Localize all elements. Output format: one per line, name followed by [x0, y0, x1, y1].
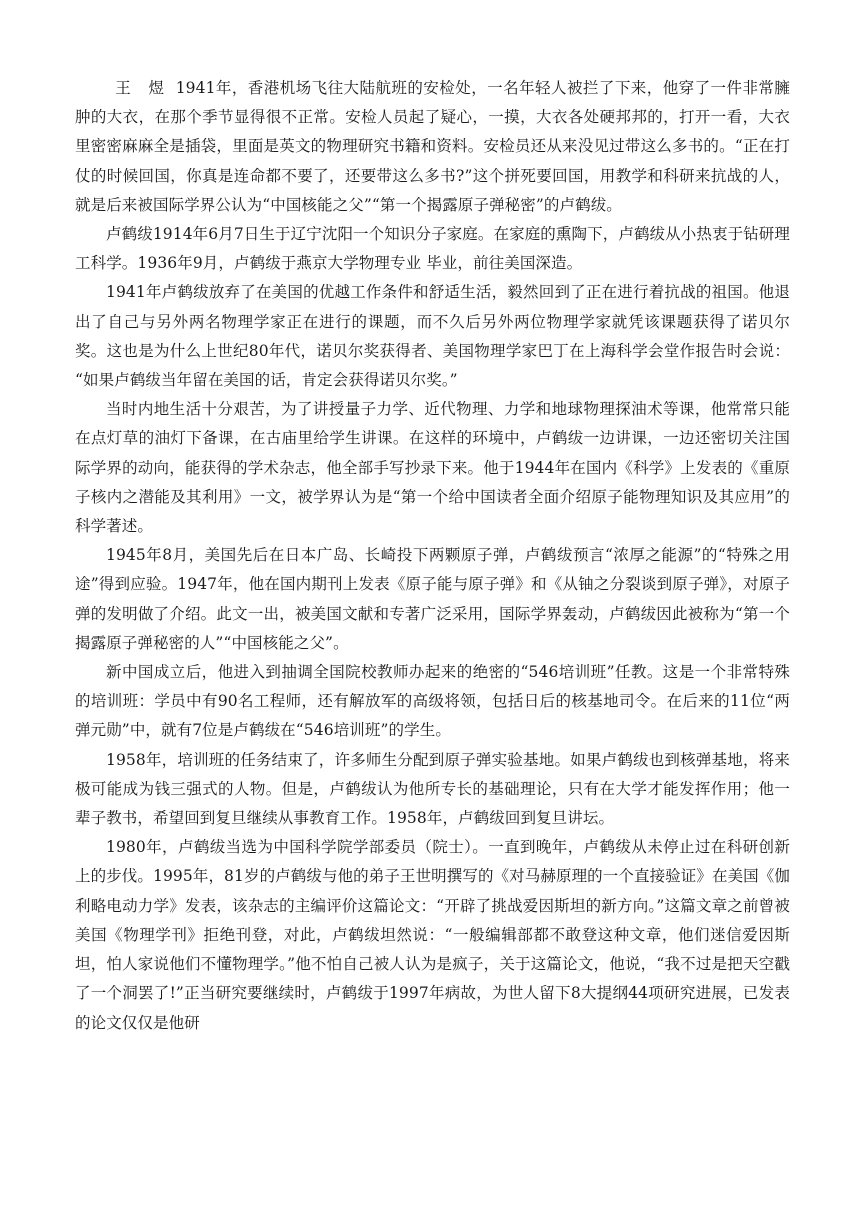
- paragraph-6: 新中国成立后，他进入到抽调全国院校教师办起来的绝密的“546培训班”任教。这是一个非常特殊的培训班：学员中有90名工程师，还有解放军的高级将领，包括日后的核基地司令。在后来的11位“两弹元勋”中，就有7位是卢鹤绂在“546培训班”的学生。: [75, 663, 790, 740]
- paragraph-3: 1941年卢鹤绂放弃了在美国的优越工作条件和舒适生活，毅然回到了正在进行着抗战的祖国。他退出了自己与另外两名物理学家正在进行的课题，而不久后另外两位物理学家就凭该课题获得了诺贝尔奖。这也是为什么上世纪80年代，诺贝尔奖获得者、美国物理学家巴丁在上海科学会堂作报告时会说： “如果卢鹤绂当年留在美国的话，肯定会获得诺贝尔奖。”: [75, 283, 790, 390]
- paragraph-4: 当时内地生活十分艰苦，为了讲授量子力学、近代物理、力学和地球物理探油术等课，他常常只能在点灯草的油灯下备课，在古庙里给学生讲课。在这样的环境中，卢鹤绂一边讲课，一边还密切关注国际学界的动向，能获得的学术杂志，他全部手写抄录下来。他于1944年在国内《科学》上发表的《重原子核内之潜能及其利用》一文，被学界认为是“第一个给中国读者全面介绍原子能物理知识及其应用”的科学著述。: [75, 400, 790, 536]
- paragraph-8: 1980年，卢鹤绂当选为中国科学院学部委员（院士）。一直到晚年，卢鹤绂从未停止过在科研创新上的步伐。1995年，81岁的卢鹤绂与他的弟子王世明撰写的《对马赫原理的一个直接验证》在美国《伽利略电动力学》发表，该杂志的主编评价这篇论文：“开辟了挑战爱因斯坦的新方向。”这篇文章之前曾被美国《物理学刊》拒绝刊登，对此，卢鹤绂坦然说：“一般编辑部都不敢登这种文章，他们迷信爱因斯坦，怕人家说他们不懂物理学。”他不怕自己被人认为是疯子，关于这篇论文，他说，“我不过是把天空戳了一个洞罢了!”正当研究要继续时，卢鹤绂于1997年病故，为世人留下8大提纲44项研究进展，已发表的论文仅仅是他研: [75, 838, 790, 1032]
- paragraph-7: 1958年，培训班的任务结束了，许多师生分配到原子弹实验基地。如果卢鹤绂也到核弹基地，将来极可能成为钱三强式的人物。但是，卢鹤绂认为他所专长的基础理论，只有在大学才能发挥作用；他一辈子教书，希望回到复旦继续从事教育工作。1958年，卢鹤绂回到复旦讲坛。: [75, 750, 790, 828]
- paragraph-1: [75, 74, 790, 220]
- paragraph-1-text: 1941年，香港机场飞往大陆航班的安检处，一名年轻人被拦了下来，他穿了一件非常臃肿的大衣，在那个季节显得很不正常。安检人员起了疑心，一摸，大衣各处硬邦邦的，打开一看，大衣里密密麻麻全是插袋，里面是英文的物理研究书籍和资料。安检员还从来没见过带这么多书的。“正在打仗的时候回国，你真是连命都不要了，还要带这么多书?”这个拼死要回国，用教学和科研来抗战的人，就是后来被国际学界公认为“中国核能之父”“第一个揭露原子弹秘密”的卢鹤绂。: [75, 79, 790, 214]
- paragraph-2: 卢鹤绂1914年6月7日生于辽宁沈阳一个知识分子家庭。在家庭的熏陶下，卢鹤绂从小热衷于钻研理工科学。1936年9月，卢鹤绂于燕京大学物理专业 毕业，前往美国深造。: [75, 225, 790, 273]
- paragraph-5: 1945年8月，美国先后在日本广岛、长崎投下两颗原子弹，卢鹤绂预言“浓厚之能源”的“特殊之用途”得到应验。1947年，他在国内期刊上发表《原子能与原子弹》和《从铀之分裂谈到原子弹》，对原子弹的发明做了介绍。此文一出，被美国文献和专著广泛采用，国际学界轰动，卢鹤绂因此被称为“第一个揭露原子弹秘密的人”“中国核能之父”。: [75, 546, 790, 652]
- author-name: 王 煜: [115, 79, 171, 97]
